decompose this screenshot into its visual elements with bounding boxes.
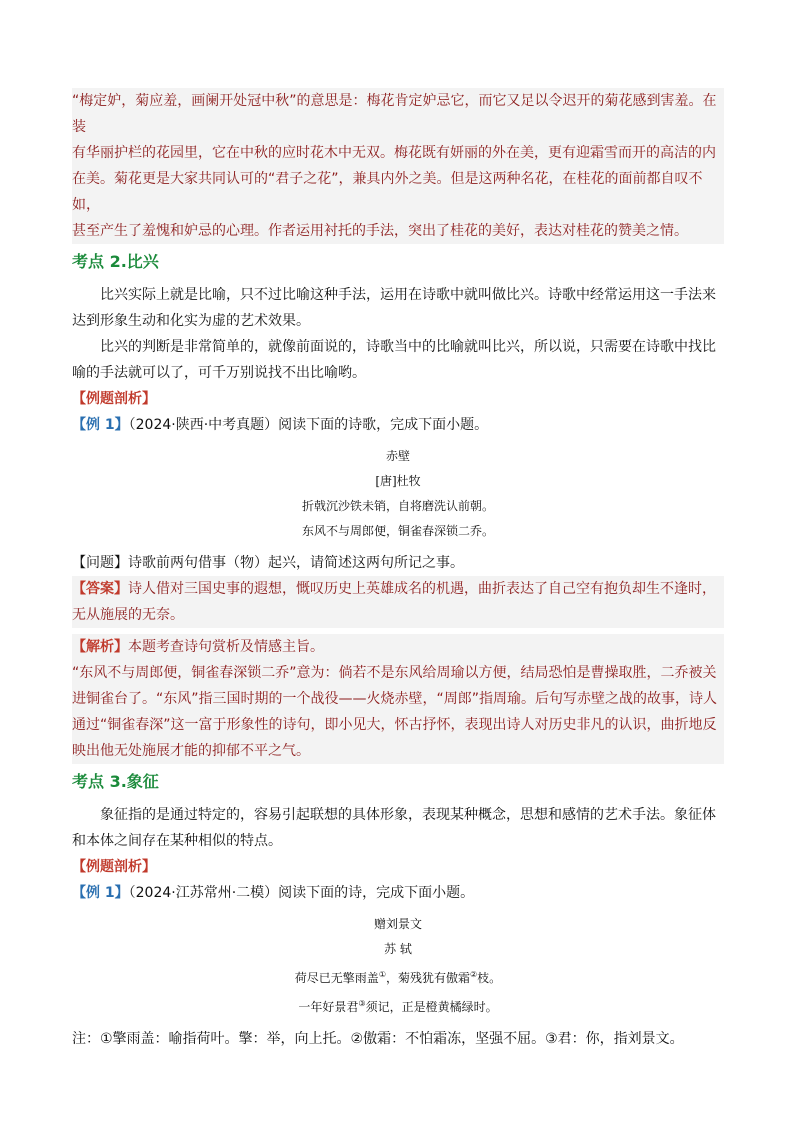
section-3-heading: 考点 3.象征 — [72, 772, 159, 791]
example-tag: 【例题剖析】 — [72, 391, 156, 407]
question-tag: 【问题】 — [72, 555, 128, 571]
poem-title: 赤壁 — [385, 449, 410, 463]
footnote-mark-2: ② — [470, 970, 478, 979]
question-text: 诗歌前两句借事（物）起兴，请简述这两句所记之事。 — [128, 555, 464, 571]
example-label-2: 【例 1】 — [72, 885, 129, 901]
poem-title-2: 赠刘景文 — [373, 917, 422, 931]
section-2-heading: 考点 2.比兴 — [72, 252, 159, 271]
answer-tag: 【答案】 — [72, 581, 128, 597]
document-page — [72, 88, 724, 1052]
example-2-line — [72, 880, 724, 906]
poem-2-line-1: 荷尽已无擎雨盖①，菊残犹有傲霜②枝。 — [294, 970, 502, 985]
intro-line-1: “梅定妒，菊应羞，画阑开处冠中秋”的意思是：梅花肯定妒忌它，而它又足以令迟开的菊花感到害羞。在装 — [72, 93, 717, 135]
example-text: 阅读下面的诗歌，完成下面小题。 — [278, 417, 489, 433]
footnote-mark-3: ③ — [358, 999, 366, 1008]
poem-line-1: 折戟沉沙铁未销，自将磨洗认前朝。 — [301, 499, 494, 513]
intro-line-4: 甚至产生了羞愧和妒忌的心理。作者运用衬托的手法，突出了桂花的美好，表达对桂花的赞美之情。 — [72, 223, 688, 239]
analysis-body: “东风不与周郎便，铜雀春深锁二乔”意为：倘若不是东风给周瑜以方便，结局恐怕是曹操取胜，二乔被关进铜雀台了。“东风”指三国时期的一个战役——火烧赤壁，“周郎”指周瑜。后句写赤壁之战的故事，诗人通过“铜雀春深”这一富于形象性的诗句，即小见大，怀古抒怀，表现出诗人对历史非凡的认识，曲折地反映出他无处施展才能的抑郁不平之气。 — [72, 665, 718, 759]
poem-zeng-liu-jingwen — [72, 912, 724, 1020]
analysis-tag: 【解析】 — [72, 639, 128, 655]
footnote-mark-1: ① — [378, 970, 386, 979]
intro-shaded-block — [72, 88, 724, 244]
poem-line-2: 东风不与周郎便，铜雀春深锁二乔。 — [301, 524, 494, 538]
example-1-line — [72, 412, 724, 438]
question-line — [72, 550, 724, 576]
example-tag-2: 【例题剖析】 — [72, 859, 156, 875]
intro-line-2: 有华丽护栏的花园里，它在中秋的应时花木中无双。梅花既有妍丽的外在美，更有迎霜雪而开的高洁的内 — [72, 145, 716, 161]
example-source-2: （2024·江苏常州·二模） — [128, 885, 279, 901]
poem-notes: 注：①擎雨盖：喻指荷叶。擎：举，向上托。②傲霜：不怕霜冻，坚强不屈。③君：你，指刘景文。 — [72, 1031, 684, 1047]
answer-text: 诗人借对三国史事的遐想，慨叹历史上英雄成名的机遇，曲折表达了自己空有抱负却生不逢时，无从施展的无奈。 — [72, 581, 716, 623]
example-text-2: 阅读下面的诗，完成下面小题。 — [278, 885, 475, 901]
answer-shaded-block — [72, 576, 724, 628]
poem-author: [唐]杜牧 — [375, 474, 421, 488]
section-2-para-2: 比兴的判断是非常简单的，就像前面说的，诗歌当中的比喻就叫比兴，所以说，只需要在诗歌中找比喻的手法就可以了，可千万别说找不出比喻哟。 — [72, 339, 716, 381]
poem-author-2: 苏 轼 — [384, 942, 412, 956]
analysis-intro-line — [72, 634, 724, 660]
poem-2-line-2: 一年好景君③须记，正是橙黄橘绿时。 — [298, 999, 498, 1014]
example-source: （2024·陕西·中考真题） — [128, 417, 279, 433]
poem-chibi — [72, 444, 724, 544]
intro-line-3: 在美。菊花更是大家共同认可的“君子之花”，兼具内外之美。但是这两种名花，在桂花的面前都自叹不如， — [72, 171, 703, 213]
example-label: 【例 1】 — [72, 417, 129, 433]
example-analysis-tag — [72, 386, 724, 412]
section-3-para-1: 象征指的是通过特定的，容易引起联想的具体形象，表现某种概念，思想和感情的艺术手法。象征体和本体之间存在某种相似的特点。 — [72, 807, 716, 849]
analysis-intro: 本题考查诗句赏析及情感主旨。 — [128, 639, 324, 655]
example-analysis-tag-2 — [72, 854, 724, 880]
analysis-shaded-block — [72, 634, 724, 764]
section-2-para-1: 比兴实际上就是比喻，只不过比喻这种手法，运用在诗歌中就叫做比兴。诗歌中经常运用这一手法来达到形象生动和化实为虚的艺术效果。 — [72, 287, 716, 329]
answer-line — [72, 576, 724, 628]
